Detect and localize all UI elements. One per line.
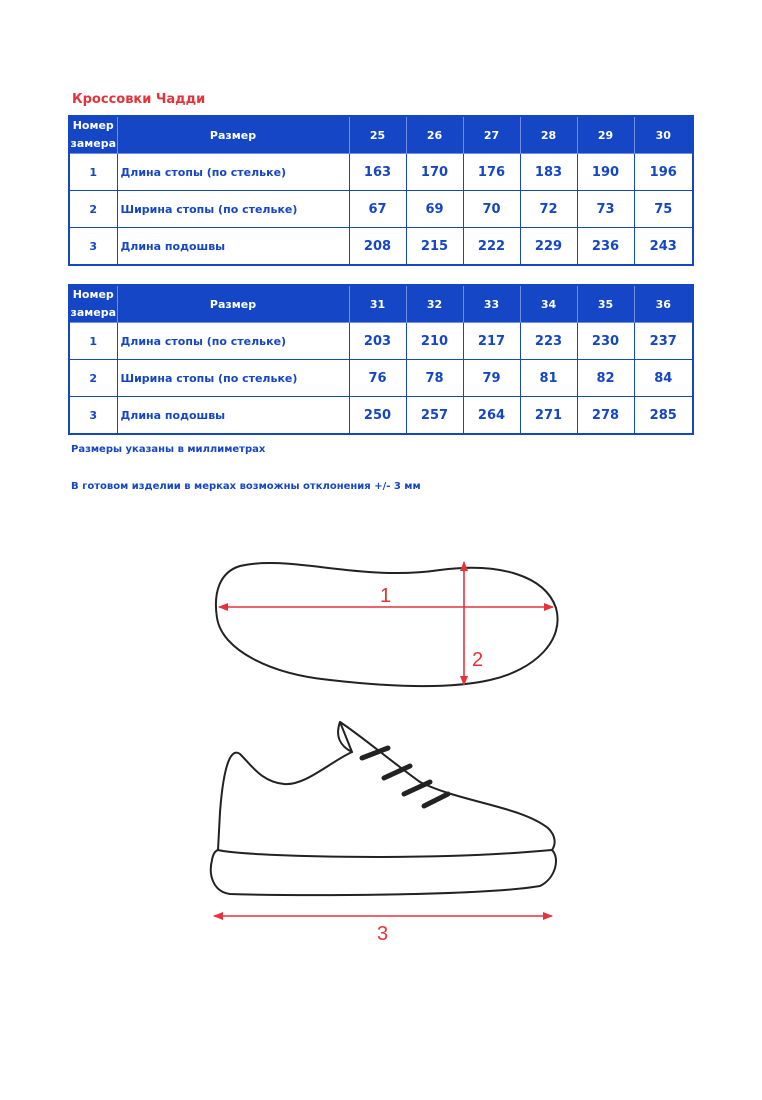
table-cell: 72 bbox=[520, 191, 577, 228]
table-cell: 190 bbox=[577, 154, 634, 191]
units-note: Размеры указаны в миллиметрах bbox=[71, 444, 266, 455]
size-column-header: 29 bbox=[577, 116, 634, 154]
table-cell: 170 bbox=[406, 154, 463, 191]
measure-label: Длина подошвы bbox=[117, 228, 349, 266]
table-cell: 79 bbox=[463, 360, 520, 397]
table-cell: 70 bbox=[463, 191, 520, 228]
table-cell: 236 bbox=[577, 228, 634, 266]
table-cell: 230 bbox=[577, 323, 634, 360]
table-cell: 215 bbox=[406, 228, 463, 266]
sole-length-label: 3 bbox=[377, 923, 389, 945]
table-cell: 203 bbox=[349, 323, 406, 360]
table-row bbox=[69, 154, 693, 191]
size-column-header: 36 bbox=[634, 285, 693, 323]
table-cell: 237 bbox=[634, 323, 693, 360]
insole-outline bbox=[216, 563, 558, 686]
size-column-header: 34 bbox=[520, 285, 577, 323]
table-cell: 250 bbox=[349, 397, 406, 435]
table-row bbox=[69, 323, 693, 360]
measure-number: 1 bbox=[69, 323, 117, 360]
size-column-header: 27 bbox=[463, 116, 520, 154]
size-header: Размер bbox=[117, 116, 349, 154]
table-cell: 76 bbox=[349, 360, 406, 397]
measure-number-header: Номер замера bbox=[69, 116, 117, 154]
table-cell: 67 bbox=[349, 191, 406, 228]
measure-number: 3 bbox=[69, 228, 117, 266]
table-cell: 264 bbox=[463, 397, 520, 435]
size-column-header: 33 bbox=[463, 285, 520, 323]
table-cell: 163 bbox=[349, 154, 406, 191]
tolerance-note: В готовом изделии в мерках возможны отклонения +/- 3 мм bbox=[71, 481, 421, 492]
size-table-1 bbox=[68, 115, 694, 266]
table-cell: 84 bbox=[634, 360, 693, 397]
table-cell: 82 bbox=[577, 360, 634, 397]
size-column-header: 35 bbox=[577, 285, 634, 323]
size-column-header: 30 bbox=[634, 116, 693, 154]
width-label: 2 bbox=[472, 649, 484, 671]
page-title: Кроссовки Чадди bbox=[72, 92, 206, 107]
table-cell: 243 bbox=[634, 228, 693, 266]
table-cell: 81 bbox=[520, 360, 577, 397]
table-cell: 69 bbox=[406, 191, 463, 228]
measure-number: 2 bbox=[69, 360, 117, 397]
measure-number: 3 bbox=[69, 397, 117, 435]
table-cell: 78 bbox=[406, 360, 463, 397]
table-cell: 285 bbox=[634, 397, 693, 435]
sneaker-icon bbox=[211, 722, 556, 895]
table-row bbox=[69, 191, 693, 228]
table-cell: 229 bbox=[520, 228, 577, 266]
table-cell: 196 bbox=[634, 154, 693, 191]
measure-number: 1 bbox=[69, 154, 117, 191]
table-cell: 73 bbox=[577, 191, 634, 228]
table-cell: 176 bbox=[463, 154, 520, 191]
measure-label: Длина стопы (по стельке) bbox=[117, 323, 349, 360]
table-cell: 271 bbox=[520, 397, 577, 435]
measure-number-header: Номер замера bbox=[69, 285, 117, 323]
measure-number: 2 bbox=[69, 191, 117, 228]
table-cell: 217 bbox=[463, 323, 520, 360]
table-row bbox=[69, 360, 693, 397]
table-cell: 278 bbox=[577, 397, 634, 435]
size-column-header: 28 bbox=[520, 116, 577, 154]
table-cell: 257 bbox=[406, 397, 463, 435]
table-cell: 210 bbox=[406, 323, 463, 360]
size-column-header: 32 bbox=[406, 285, 463, 323]
measure-label: Длина стопы (по стельке) bbox=[117, 154, 349, 191]
size-column-header: 31 bbox=[349, 285, 406, 323]
size-table-2 bbox=[68, 284, 694, 435]
size-column-header: 26 bbox=[406, 116, 463, 154]
size-header: Размер bbox=[117, 285, 349, 323]
measure-label: Длина подошвы bbox=[117, 397, 349, 435]
table-header-row bbox=[69, 285, 693, 323]
size-column-header: 25 bbox=[349, 116, 406, 154]
table-row bbox=[69, 228, 693, 266]
length-label: 1 bbox=[380, 585, 392, 607]
table-cell: 208 bbox=[349, 228, 406, 266]
measure-label: Ширина стопы (по стельке) bbox=[117, 191, 349, 228]
table-cell: 183 bbox=[520, 154, 577, 191]
table-cell: 222 bbox=[463, 228, 520, 266]
table-cell: 75 bbox=[634, 191, 693, 228]
measure-label: Ширина стопы (по стельке) bbox=[117, 360, 349, 397]
table-header-row bbox=[69, 116, 693, 154]
measurement-diagram bbox=[0, 540, 762, 960]
table-cell: 223 bbox=[520, 323, 577, 360]
table-row bbox=[69, 397, 693, 435]
